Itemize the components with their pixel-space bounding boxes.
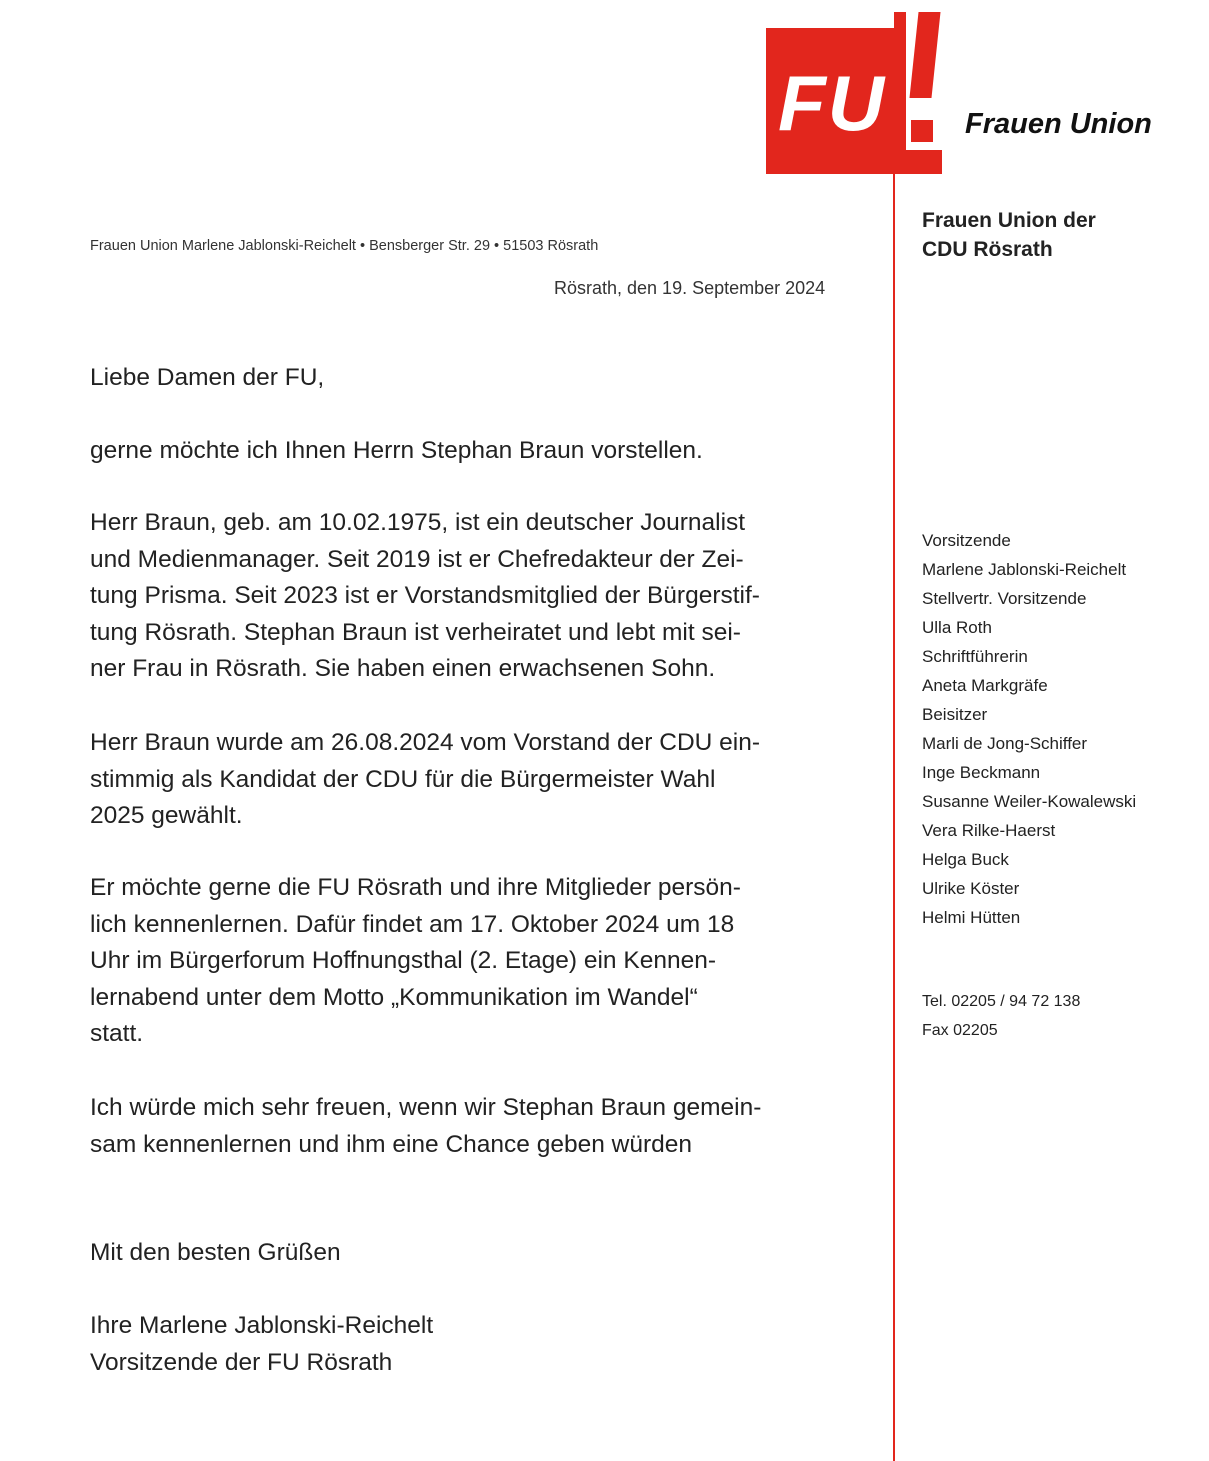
board-role: Vorsitzende bbox=[922, 531, 1011, 550]
signature-title: Vorsitzende der FU Rösrath bbox=[90, 1348, 393, 1376]
paragraph-line: tung Rösrath. Stephan Braun ist verheiratet und lebt mit sei- bbox=[90, 618, 741, 646]
board-member: Helmi Hütten bbox=[922, 908, 1021, 927]
paragraph-line: Uhr im Bürgerforum Hoffnungsthal (2. Etage) ein Kennen- bbox=[90, 947, 716, 974]
intro-paragraph bbox=[90, 433, 860, 470]
paragraph-line: 2025 gewählt. bbox=[90, 802, 243, 829]
greeting bbox=[90, 360, 860, 397]
phone-number: Tel. 02205 / 94 72 138 bbox=[922, 993, 1081, 1010]
paragraph-line: tung Prisma. Seit 2023 ist er Vorstandsmitglied der Bürgerstif- bbox=[90, 582, 760, 609]
logo-exclamation-icon bbox=[906, 12, 944, 150]
signature-name: Ihre Marlene Jablonski-Reichelt bbox=[90, 1312, 434, 1339]
closing bbox=[90, 1235, 860, 1272]
greeting-text: Liebe Damen der FU, bbox=[90, 364, 325, 391]
organization-line-1: Frauen Union der bbox=[922, 209, 1096, 232]
organization-name bbox=[922, 206, 1096, 264]
intro-text: gerne möchte ich Ihnen Herrn Stephan Braun vorstellen. bbox=[90, 437, 703, 464]
board-member: Ulla Roth bbox=[922, 618, 992, 637]
paragraph-line: Herr Braun, geb. am 10.02.1975, ist ein deutscher Journalist bbox=[90, 509, 746, 536]
red-divider-line bbox=[893, 174, 895, 1461]
logo-mark: FU bbox=[778, 59, 886, 147]
paragraph-line: Ich würde mich sehr freuen, wenn wir Stephan Braun gemein- bbox=[90, 1094, 762, 1121]
board-member: Inge Beckmann bbox=[922, 763, 1041, 782]
paragraph-line: stimmig als Kandidat der CDU für die Bürgermeister Wahl bbox=[90, 765, 716, 793]
board-member: Marli de Jong-Schiffer bbox=[922, 734, 1088, 753]
paragraph-line: lich kennenlernen. Dafür findet am 17. Oktober 2024 um 18 bbox=[90, 910, 735, 938]
paragraph-line: ner Frau in Rösrath. Sie haben einen erwachsenen Sohn. bbox=[90, 655, 716, 682]
organization-line-2: CDU Rösrath bbox=[922, 238, 1053, 261]
board-role: Stellvertr. Vorsitzende bbox=[922, 589, 1087, 608]
paragraph-line: und Medienmanager. Seit 2019 ist er Chefredakteur der Zei- bbox=[90, 545, 744, 573]
paragraph-line: Herr Braun wurde am 26.08.2024 vom Vorstand der CDU ein- bbox=[90, 729, 760, 756]
board-member: Vera Rilke-Haerst bbox=[922, 821, 1056, 840]
fax-number: Fax 02205 bbox=[922, 1021, 998, 1039]
exclamation-bar bbox=[909, 12, 940, 98]
board-member: Helga Buck bbox=[922, 850, 1009, 869]
paragraph-line: lernabend unter dem Motto „Kommunikation im Wandel“ bbox=[90, 983, 698, 1011]
brand-name: Frauen Union bbox=[965, 108, 1152, 140]
paragraph-request bbox=[90, 1090, 860, 1163]
paragraph-line: statt. bbox=[90, 1020, 144, 1047]
board-member: Marlene Jablonski-Reichelt bbox=[922, 560, 1127, 579]
board-role: Schriftführerin bbox=[922, 647, 1028, 666]
contact-info bbox=[922, 988, 1080, 1045]
board-list bbox=[922, 526, 1136, 932]
paragraph-event bbox=[90, 870, 860, 1053]
paragraph-candidacy bbox=[90, 725, 860, 835]
board-member: Ulrike Köster bbox=[922, 879, 1020, 898]
sender-address: Frauen Union Marlene Jablonski-Reichelt • Bensberger Str. 29 • 51503 Rösrath bbox=[90, 238, 599, 254]
board-role: Beisitzer bbox=[922, 705, 988, 724]
paragraph-line: Er möchte gerne die FU Rösrath und ihre Mitglieder persön- bbox=[90, 874, 741, 901]
paragraph-biography bbox=[90, 505, 860, 688]
board-member: Susanne Weiler-Kowalewski bbox=[922, 792, 1137, 811]
signature-block bbox=[90, 1308, 860, 1381]
letter-date: Rösrath, den 19. September 2024 bbox=[554, 278, 826, 298]
board-member: Aneta Markgräfe bbox=[922, 676, 1048, 695]
closing-text: Mit den besten Grüßen bbox=[90, 1239, 341, 1266]
exclamation-dot bbox=[911, 120, 933, 142]
paragraph-line: sam kennenlernen und ihm eine Chance geben würden bbox=[90, 1130, 693, 1158]
